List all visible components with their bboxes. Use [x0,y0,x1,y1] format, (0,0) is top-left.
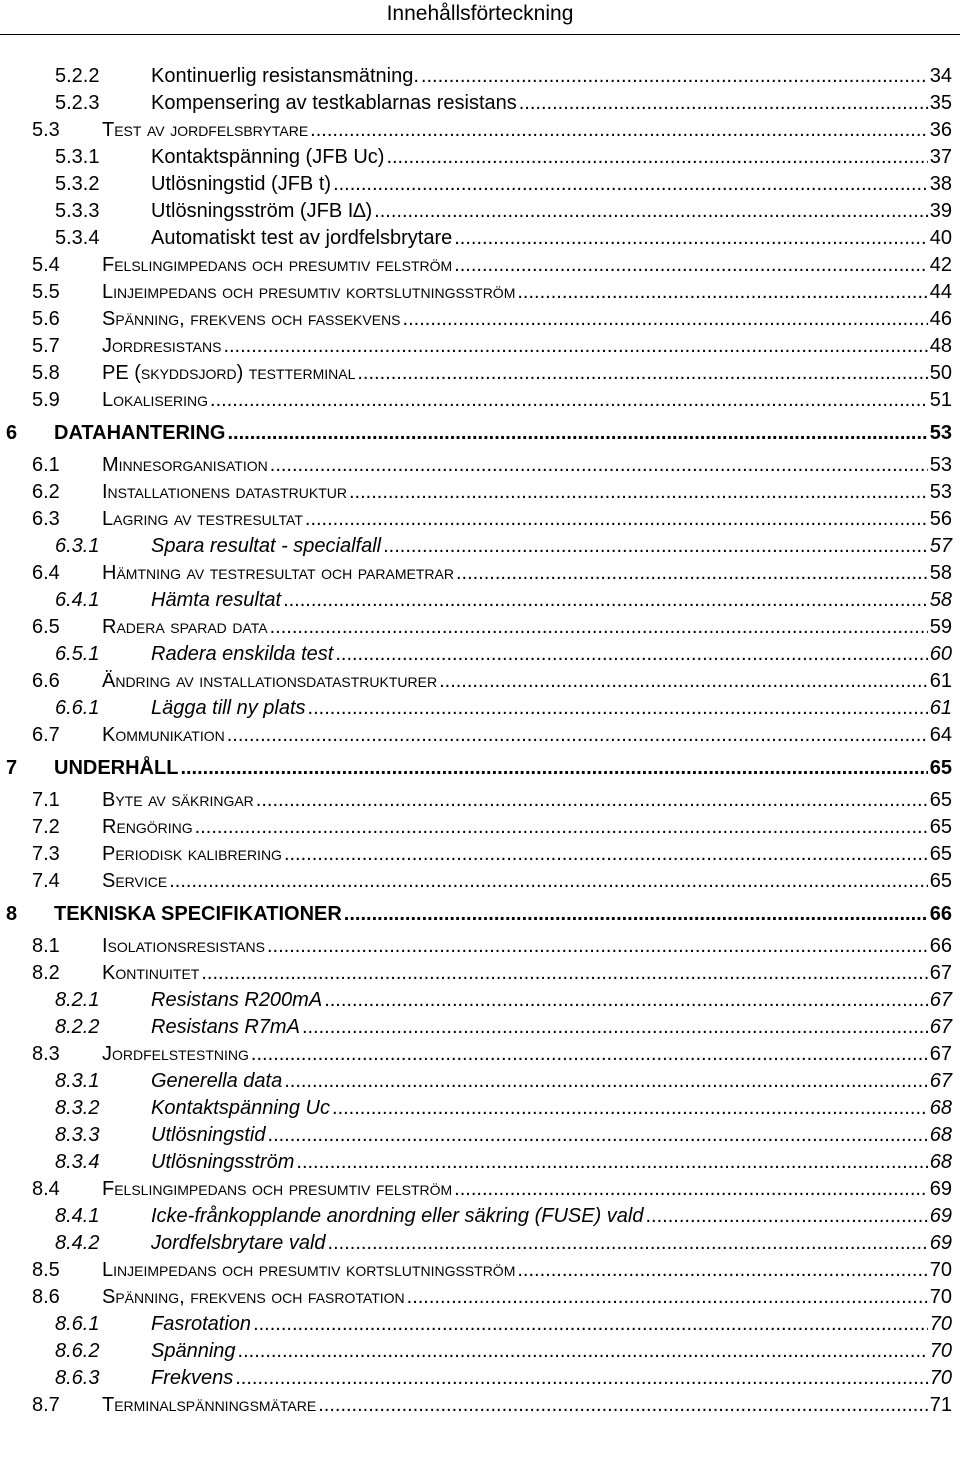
toc-dot-leader [403,306,928,333]
toc-entry-title: Radera enskilda test [151,643,334,665]
toc-entry-page: 65 [929,843,952,865]
toc-entry-number: 8.3.2 [55,1097,100,1119]
toc-dot-leader [268,1122,928,1149]
toc-entry-number: 8.4.2 [55,1232,100,1254]
toc-entry-number: 8.2.2 [55,1016,100,1038]
toc-entry[interactable] [0,63,960,90]
toc-entry-title: Ändring av installationsdatastrukturer [102,670,438,692]
toc-entry-title: Spänning, frekvens och fasrotation [102,1286,405,1308]
toc-entry-page: 42 [929,254,952,276]
toc-entry[interactable] [0,641,960,668]
toc-dot-leader [223,333,927,360]
toc-entry-number: 8.6 [32,1286,60,1308]
toc-entry[interactable] [0,1338,960,1365]
toc-entry-number: 6 [6,422,18,444]
toc-entry-page: 71 [929,1394,952,1416]
toc-entry-number: 6.3 [32,508,60,530]
toc-entry-number: 8.4 [32,1178,60,1200]
toc-entry-title: Automatiskt test av jordfelsbrytare [151,227,453,249]
toc-entry-title: Resistans R7mA [151,1016,300,1038]
page-header [0,0,960,35]
toc-entry-title: Kontinuitet [102,962,200,984]
toc-entry-title: Lokalisering [102,389,209,411]
toc-entry-number: 6.5.1 [55,643,100,665]
toc-entry-title: Hämtning av testresultat och parametrar [102,562,454,584]
toc-entry-number: 5.3.2 [55,173,100,195]
toc-entry-page: 70 [929,1313,952,1335]
toc-dot-leader [284,841,928,868]
toc-entry-page: 70 [929,1340,952,1362]
toc-entry[interactable] [0,279,960,306]
toc-entry-page: 67 [929,1070,952,1092]
toc-entry-title: Kontaktspänning (JFB Uc) [151,146,385,168]
toc-entry-page: 38 [929,173,952,195]
toc-dot-leader [386,144,927,171]
toc-entry[interactable] [0,1284,960,1311]
toc-entry-page: 70 [929,1367,952,1389]
table-of-contents [0,63,960,1419]
toc-entry[interactable] [0,560,960,587]
toc-dot-leader [180,753,927,783]
toc-entry[interactable] [0,306,960,333]
toc-entry[interactable] [0,614,960,641]
toc-entry-number: 8.5 [32,1259,60,1281]
toc-entry-title: Utlösningstid [151,1124,266,1146]
toc-entry-page: 40 [929,227,952,249]
toc-entry-page: 67 [929,1043,952,1065]
toc-entry-number: 8.6.3 [55,1367,100,1389]
toc-dot-leader [270,614,928,641]
toc-dot-leader [439,668,928,695]
toc-entry-page: 51 [929,389,952,411]
toc-entry[interactable] [0,1392,960,1419]
toc-entry[interactable] [0,1176,960,1203]
toc-entry-number: 6.6 [32,670,60,692]
toc-dot-leader [324,987,928,1014]
toc-entry-page: 44 [929,281,952,303]
toc-entry-title: Spänning, frekvens och fassekvens [102,308,401,330]
toc-dot-leader [344,899,928,929]
toc-entry-page: 65 [929,816,952,838]
toc-entry[interactable] [0,868,960,895]
toc-entry-title: PE (skyddsjord) testterminal [102,362,356,384]
toc-entry-page: 57 [929,535,952,557]
toc-entry-title: Lägga till ny plats [151,697,306,719]
toc-entry[interactable] [0,960,960,987]
toc-entry-title: Lagring av testresultat [102,508,303,530]
toc-entry[interactable] [0,479,960,506]
toc-entry-number: 6.4.1 [55,589,100,611]
toc-entry-number: 5.2.2 [55,65,100,87]
toc-entry-number: 8.3 [32,1043,60,1065]
toc-dot-leader [238,1338,928,1365]
toc-entry-page: 65 [929,757,952,779]
toc-entry-page: 70 [929,1259,952,1281]
toc-entry-title: Utlösningsström (JFB I∆) [151,200,373,222]
toc-entry[interactable] [0,753,960,783]
toc-dot-leader [283,587,928,614]
toc-entry-page: 35 [929,92,952,114]
toc-entry-title: Radera sparad data [102,616,268,638]
toc-entry-number: 6.1 [32,454,60,476]
toc-entry-page: 60 [929,643,952,665]
toc-entry[interactable] [0,387,960,414]
toc-dot-leader [349,479,928,506]
toc-entry-page: 37 [929,146,952,168]
toc-entry-number: 6.2 [32,481,60,503]
toc-entry-title: Utlösningstid (JFB t) [151,173,332,195]
toc-entry-number: 8.7 [32,1394,60,1416]
toc-entry-page: 65 [929,870,952,892]
toc-entry-title: Isolationsresistans [102,935,265,957]
toc-entry[interactable] [0,533,960,560]
toc-entry-page: 69 [929,1205,952,1227]
toc-entry[interactable] [0,587,960,614]
toc-entry-title: Jordfelsbrytare vald [151,1232,326,1254]
toc-dot-leader [201,960,927,987]
toc-dot-leader [357,360,927,387]
toc-entry-number: 8.3.1 [55,1070,100,1092]
toc-entry[interactable] [0,1068,960,1095]
toc-dot-leader [284,1068,928,1095]
toc-entry-page: 56 [929,508,952,530]
toc-entry[interactable] [0,987,960,1014]
toc-dot-leader [374,198,928,225]
toc-dot-leader [256,787,928,814]
toc-entry-title: Spänning [151,1340,236,1362]
toc-dot-leader [227,418,927,448]
toc-entry-page: 67 [929,1016,952,1038]
toc-entry-page: 48 [929,335,952,357]
toc-entry-page: 67 [929,989,952,1011]
toc-entry[interactable] [0,1095,960,1122]
toc-dot-leader [517,1257,927,1284]
toc-entry-title: Resistans R200mA [151,989,323,1011]
toc-entry-title: Test av jordfelsbrytare [102,119,309,141]
toc-entry-title: Jordresistans [102,335,222,357]
toc-entry[interactable] [0,814,960,841]
toc-dot-leader [210,387,928,414]
toc-entry[interactable] [0,333,960,360]
toc-entry-page: 68 [929,1124,952,1146]
toc-entry[interactable] [0,933,960,960]
toc-entry-title: Rengöring [102,816,193,838]
toc-entry-title: Felslingimpedans och presumtiv felström [102,1178,453,1200]
toc-entry-title: Linjeimpedans och presumtiv kortslutningsström [102,281,516,303]
toc-entry[interactable] [0,171,960,198]
toc-dot-leader [251,1041,928,1068]
toc-dot-leader [235,1365,928,1392]
toc-entry-page: 61 [929,670,952,692]
toc-entry-number: 8.3.3 [55,1124,100,1146]
toc-dot-leader [333,171,928,198]
page-title: Innehållsförteckning [386,2,574,25]
toc-entry-title: Utlösningsström [151,1151,295,1173]
toc-entry-number: 5.3.4 [55,227,100,249]
toc-entry-page: 64 [929,724,952,746]
toc-entry-title: Service [102,870,168,892]
toc-entry-number: 6.5 [32,616,60,638]
toc-dot-leader [407,1284,928,1311]
toc-entry-number: 8.4.1 [55,1205,100,1227]
toc-entry[interactable] [0,1311,960,1338]
toc-entry-number: 7.4 [32,870,60,892]
toc-entry-page: 66 [929,903,952,925]
toc-entry-page: 67 [929,962,952,984]
toc-entry[interactable] [0,695,960,722]
toc-entry-title: Byte av säkringar [102,789,254,811]
toc-entry[interactable] [0,1230,960,1257]
toc-dot-leader [308,695,928,722]
toc-entry-title: Linjeimpedans och presumtiv kortslutningsström [102,1259,516,1281]
toc-dot-leader [195,814,928,841]
toc-entry[interactable] [0,90,960,117]
toc-dot-leader [454,225,928,252]
toc-entry-page: 53 [929,422,952,444]
toc-entry-page: 34 [929,65,952,87]
toc-dot-leader [169,868,928,895]
toc-entry-page: 50 [929,362,952,384]
toc-entry-title: Frekvens [151,1367,234,1389]
toc-entry[interactable] [0,1014,960,1041]
toc-entry-title: Fasrotation [151,1313,252,1335]
toc-entry-page: 46 [929,308,952,330]
toc-entry-title: Kompensering av testkablarnas resistans [151,92,517,114]
toc-entry[interactable] [0,418,960,448]
toc-entry-number: 6.4 [32,562,60,584]
toc-entry-number: 7.3 [32,843,60,865]
toc-entry-title: Terminalspänningsmätare [102,1394,317,1416]
toc-entry-page: 69 [929,1178,952,1200]
toc-entry[interactable] [0,1041,960,1068]
toc-entry-number: 7.2 [32,816,60,838]
toc-dot-leader [645,1203,927,1230]
toc-entry-title: UNDERHÅLL [54,757,179,779]
toc-dot-leader [454,252,928,279]
toc-entry-page: 66 [929,935,952,957]
toc-dot-leader [421,63,928,90]
toc-dot-leader [318,1392,928,1419]
toc-dot-leader [332,1095,928,1122]
toc-entry-page: 61 [929,697,952,719]
toc-entry[interactable] [0,360,960,387]
toc-dot-leader [296,1149,927,1176]
toc-dot-leader [305,506,928,533]
toc-entry-number: 6.7 [32,724,60,746]
toc-entry[interactable] [0,1203,960,1230]
toc-entry-page: 69 [929,1232,952,1254]
toc-dot-leader [267,933,928,960]
toc-entry-number: 5.3.1 [55,146,100,168]
toc-entry-number: 8.2.1 [55,989,100,1011]
toc-entry[interactable] [0,787,960,814]
toc-entry-number: 5.8 [32,362,60,384]
toc-dot-leader [383,533,928,560]
toc-entry-title: Kontinuerlig resistansmätning. [151,65,419,87]
toc-entry[interactable] [0,1257,960,1284]
toc-entry[interactable] [0,117,960,144]
toc-entry-title: Felslingimpedans och presumtiv felström [102,254,453,276]
toc-entry-number: 5.3 [32,119,60,141]
toc-entry-page: 58 [929,589,952,611]
toc-dot-leader [270,452,928,479]
toc-entry-number: 7 [6,757,18,779]
toc-entry-title: Hämta resultat [151,589,282,611]
toc-entry-number: 8.6.2 [55,1340,100,1362]
toc-dot-leader [456,560,928,587]
toc-dot-leader [328,1230,928,1257]
toc-entry-number: 5.7 [32,335,60,357]
toc-entry-page: 70 [929,1286,952,1308]
toc-dot-leader [227,722,928,749]
toc-entry[interactable] [0,841,960,868]
toc-dot-leader [335,641,927,668]
toc-entry-page: 65 [929,789,952,811]
toc-entry-page: 68 [929,1151,952,1173]
toc-entry[interactable] [0,506,960,533]
toc-entry-title: DATAHANTERING [54,422,226,444]
toc-entry[interactable] [0,452,960,479]
toc-entry-number: 7.1 [32,789,60,811]
toc-entry-title: Kontaktspänning Uc [151,1097,331,1119]
toc-dot-leader [302,1014,928,1041]
toc-entry-number: 5.3.3 [55,200,100,222]
toc-entry-number: 5.2.3 [55,92,100,114]
toc-entry-number: 6.6.1 [55,697,100,719]
toc-dot-leader [519,90,928,117]
toc-entry-page: 59 [929,616,952,638]
toc-entry[interactable] [0,1122,960,1149]
toc-entry-page: 39 [929,200,952,222]
toc-entry-title: Generella data [151,1070,283,1092]
toc-dot-leader [310,117,928,144]
toc-entry-number: 5.6 [32,308,60,330]
toc-entry[interactable] [0,1365,960,1392]
toc-dot-leader [253,1311,928,1338]
toc-entry[interactable] [0,899,960,929]
toc-entry-title: TEKNISKA SPECIFIKATIONER [54,903,342,925]
toc-entry-title: Periodisk kalibrering [102,843,282,865]
toc-entry-title: Icke-frånkopplande anordning eller säkring (FUSE) vald [151,1205,644,1227]
toc-entry-title: Minnesorganisation [102,454,268,476]
toc-entry-number: 8.6.1 [55,1313,100,1335]
toc-entry-page: 58 [929,562,952,584]
toc-dot-leader [454,1176,928,1203]
toc-entry-title: Spara resultat - specialfall [151,535,382,557]
toc-entry[interactable] [0,1149,960,1176]
toc-entry[interactable] [0,198,960,225]
toc-entry-page: 68 [929,1097,952,1119]
toc-entry-title: Installationens datastruktur [102,481,347,503]
toc-entry-page: 53 [929,454,952,476]
toc-entry-page: 53 [929,481,952,503]
toc-entry-title: Jordfelstestning [102,1043,249,1065]
toc-dot-leader [517,279,927,306]
toc-entry[interactable] [0,668,960,695]
toc-entry[interactable] [0,144,960,171]
toc-entry[interactable] [0,252,960,279]
toc-entry-title: Kommunikation [102,724,225,746]
toc-entry-number: 8.1 [32,935,60,957]
toc-entry[interactable] [0,722,960,749]
toc-entry[interactable] [0,225,960,252]
toc-entry-number: 8.2 [32,962,60,984]
toc-entry-number: 5.5 [32,281,60,303]
toc-entry-number: 5.9 [32,389,60,411]
toc-entry-page: 36 [929,119,952,141]
toc-entry-number: 8.3.4 [55,1151,100,1173]
toc-entry-number: 5.4 [32,254,60,276]
toc-entry-number: 6.3.1 [55,535,100,557]
toc-entry-number: 8 [6,903,18,925]
